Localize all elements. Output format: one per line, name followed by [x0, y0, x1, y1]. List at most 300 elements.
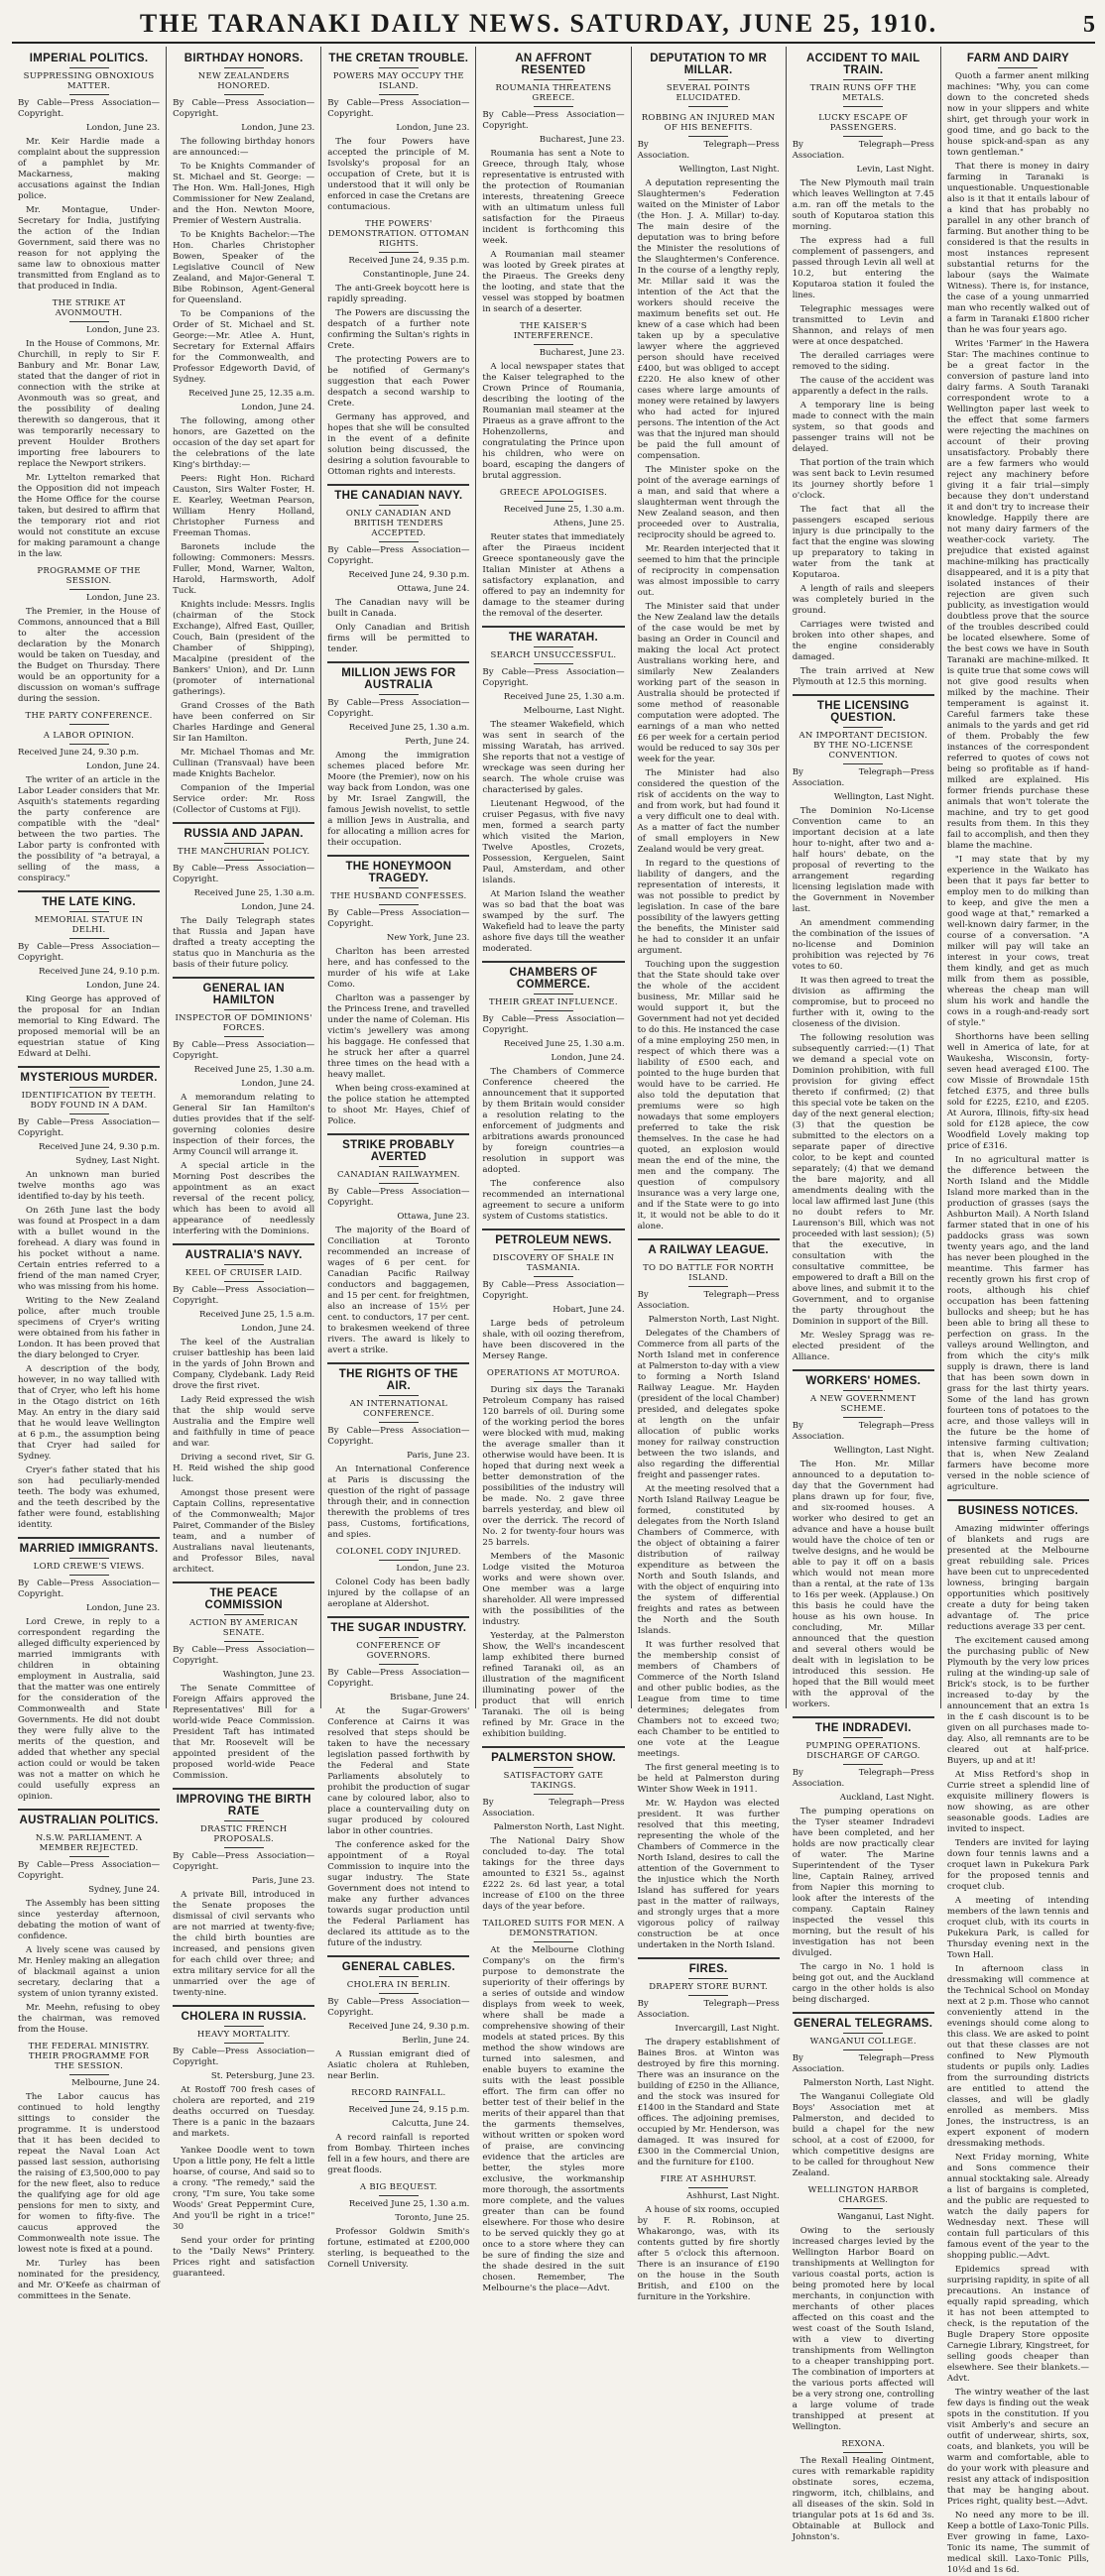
- paragraph: The Dominion No-License Convention came to an important decision at a late hour to-night, after two and a-half hours' debate, on the proposal of reverting to the arrangement regarding licensing legislation made with the Government in November last.: [792, 806, 934, 914]
- article-subheading: PUMPING OPERATIONS. DISCHARGE OF CARGO.: [805, 1741, 921, 1761]
- article: [482, 1229, 624, 1362]
- subheading-rule: [688, 2187, 728, 2188]
- paragraph: To be Knights Bachelor:—The Hon. Charles Christopher Bowen, Speaker of the Legislative Council of New Zealand, and Major-General T. Bibe Robinson, Agent-General for Queensland.: [173, 230, 315, 305]
- paragraph: The cause of the accident was apparently a defect in the rails.: [792, 376, 934, 397]
- subheading-rule: [69, 321, 109, 322]
- subheading-rule: [69, 724, 109, 725]
- subheading-rule: [224, 1641, 264, 1642]
- article-headline: BUSINESS NOTICES.: [957, 1505, 1079, 1517]
- subheading-rule: [843, 136, 883, 137]
- article: [638, 1957, 780, 2168]
- paragraph: Mr. Wesley Spragg was re-elected president of the Alliance.: [792, 1331, 934, 1362]
- headline-rule: [69, 911, 109, 912]
- subheading-rule: [379, 1183, 419, 1184]
- paragraph: Writes 'Farmer' in the Hawera Star: The machines continue to be a great factor in the conversion of pasture land into dairy farms. A South Taranaki correspondent wrote to a Wellington paper last week to the effect that some farmers were rejecting the machines on account of their proving unsatisfactory. Probably there are a few farmers who would reject any machinery before giving it a fair trial—simply because they don't understand it and don't try to increase their knowledge. Happily there are not many dairy farmers of the weather-cock variety. The prejudice that existed against machine-milking has practically disappeared, and it is a pity that isolated instances of their rejection are given such publicity, as investigation would doubtless prove that the source of the troubles described could be located elsewhere. Some of the best cows we have in South Taranaki are machine-milked. It is quite true that some cows will not give good results when milked by the machine. Their temperament is against it. Careful farmers take these animals to the yards and get rid of them. Probably the few instances of the correspondent referred to quotes of cows not being so profitable as if hand-milked are explained. His former friends purchase these animals that won't tolerate the machine, and try to get good results from them. In this they fail to accomplish, and then they blame the machine.: [946, 339, 1089, 851]
- paragraph: Delegates of the Chambers of Commerce from all parts of the North Island met in conference at Palmerston to-day with a view to forming a North Island Railway League. Mr. Hayden (president of the local Chamber) presided, and delegates spoke at length on the unfair allocation of public works money for railway construction between the two islands, and also regarding the differential freight and passenger rates.: [637, 1329, 780, 1480]
- article-subheading: TO DO BATTLE FOR NORTH ISLAND.: [643, 1263, 775, 1283]
- paragraph: Driving a second rivet, Sir G. H. Reid wished the ship good luck.: [173, 1453, 315, 1484]
- headline-rule: [224, 843, 264, 844]
- article-subheading: A BIG BEQUEST.: [359, 2182, 437, 2192]
- column-6: [787, 47, 941, 2542]
- paragraph: Carriages were twisted and broken into other shapes, and the engine considerably damaged.: [792, 620, 934, 662]
- paragraph: On 26th June last the body was found at Prospect in a dam with a bullet wound in the forehead. A diary was found in his pocket without a name. Certain entries referred to a friend of the man named Cryer, who was missing from his home.: [18, 1206, 161, 1292]
- dateline: Wellington, Last Night.: [833, 1446, 934, 1456]
- headline-rule: [998, 1520, 1038, 1521]
- article-divider: [482, 961, 624, 963]
- dateline: Ottawa, June 23.: [397, 1212, 470, 1222]
- dateline: Received June 25, 1.5 a.m.: [199, 1310, 315, 1320]
- dateline: Palmerston North, Last Night.: [493, 1822, 625, 1832]
- paragraph: The Labor caucus has continued to hold lengthy sittings to consider the programme. It is understood that it has been decided to repeat the Naval Loan Act passed last session, authorising the raising of £3,500,000 to pay for the new fleet, also to reduce the qualifying age for old age pensions for men to sixty, and for women to fifty-five. The caucus approved the Commonwealth note issue. The lowest note is fixed at a pound.: [18, 2092, 161, 2255]
- article-headline: GENERAL TELEGRAMS.: [794, 2018, 933, 2030]
- paragraph: Reuter states that immediately after the Piraeus incident Greece spontaneously gave the Italian Minister at Athens a satisfactory explanation, and offered to pay an indemnity for damage to the steamer during the removal of the deserter.: [482, 532, 625, 619]
- headline-rule: [379, 887, 419, 888]
- page-number: 5: [1083, 12, 1095, 38]
- paragraph: The writer of an article in the Labor Leader considers that Mr. Asquith's statements regarding the party conference are compatible with the "deal" between the two parties. The Labor party is confronted with the possibility of "a betrayal, a selling of the mass, a conspiracy.": [18, 775, 161, 883]
- paragraph: To be Companions of the Order of St. Michael and St. George:—Mr. Atlee A. Hunt, Secretary for External Affairs for the Commonwealth, and Professor Edgeworth David, of Sydney.: [173, 309, 315, 385]
- subheading-rule: [379, 904, 419, 905]
- column-1: [12, 47, 167, 2301]
- article: [18, 2042, 160, 2302]
- paragraph: An amendment commending the combination of the issues of no-license and Dominion prohibition was rejected by 76 votes to 60.: [792, 918, 934, 972]
- article-subheading: TRAIN RUNS OFF THE METALS.: [809, 83, 917, 103]
- article-divider: [18, 1809, 160, 1811]
- article-divider: [327, 1955, 469, 1957]
- paragraph: The Minister spoke on the point of the average earnings of a man, and said that where a slaughterman went through the New Zealand season, and then proceeded over to Australia, reciprocity should be agreed to.: [637, 465, 780, 540]
- article-subheading: SEVERAL POINTS ELUCIDATED.: [666, 83, 751, 103]
- headline-rule: [69, 1087, 109, 1088]
- article-divider: [173, 1581, 314, 1583]
- article-subheading: WELLINGTON HARBOR CHARGES.: [807, 2185, 919, 2205]
- headline-rule: [534, 994, 573, 995]
- headline-rule: [843, 2033, 883, 2034]
- dateline: Calcutta, June 24.: [392, 2119, 470, 2129]
- headline-rule: [224, 2026, 264, 2027]
- paragraph: A deputation representing the Slaughtermen's Federation waited on the Minister of Labor (the Hon. J. A. Millar) to-day. The main desire of the deputation was to bring before the Minister the resolutions of the Slaughtermen's Conference. In the course of a lengthy reply, Mr. Millar said it was the intention of the Act that the workers should receive the maximum benefits set out. He knew of a case which had been taken up by a speculative lawyer where the aggrieved person should have received £400, but was obliged to accept £220. He also knew of other cases where large amounts of money were retained by lawyers who had acted for injured persons. The intention of the Act was that the injured man should be paid the full amount of compensation.: [637, 178, 780, 461]
- dateline: Received June 25, 1.30 a.m.: [348, 2199, 470, 2209]
- article: [482, 53, 624, 315]
- dateline: London, June 24.: [86, 981, 161, 991]
- dateline: Wellington, Last Night.: [678, 165, 780, 175]
- article-subheading: THE STRIKE AT AVONMOUTH.: [52, 298, 126, 318]
- article: [173, 53, 314, 816]
- subheading-rule: [534, 1941, 573, 1942]
- headline-rule: [534, 1249, 573, 1250]
- article-subheading: TAILORED SUITS FOR MEN. A DEMONSTRATION.: [482, 1919, 625, 1938]
- article-headline: RUSSIA AND JAPAN.: [184, 828, 304, 840]
- article-subheading: ONLY CANADIAN AND BRITISH TENDERS ACCEPTED.: [345, 509, 451, 538]
- dateline: London, June 23.: [86, 593, 161, 603]
- paragraph: Touching upon the suggestion that the State should take over the whole of the accident business, Mr. Millar said he would support it, but the Government had not yet decided to do this. He instanced the case of a mine employing 250 men, in respect of which there was a liability of £500 each, and pointed to the huge burden that would have to be carried. He also told the deputation that premiums were so high nowadays that some employers preferred to take the risk themselves. In the case he had quoted, an explosion would mean the end of the mine, the men and the company. The question of compulsory insurance was a very large one, and if the State were to go into it, it would not be able to do it alone.: [637, 960, 780, 1231]
- wire-credit: By Telegraph—Press Association.: [792, 2053, 934, 2074]
- paragraph: Epidemics spread with surprising rapidity, in spite of all precautions. An instance of equally rapid spreading, which it has not been attempted to check, is the reputation of the Bugle Drapery Store opposite Carnegie Library, Kingstreet, for selling goods cheaper than elsewhere. See their blankets.—Advt.: [946, 2265, 1089, 2384]
- article-headline: IMPROVING THE BIRTH RATE: [176, 1794, 311, 1817]
- headline-rule: [843, 1390, 883, 1391]
- headline-rule: [688, 79, 728, 80]
- paragraph: A Russian emigrant died of Asiatic cholera at Ruhleben, near Berlin.: [327, 2049, 470, 2081]
- article-divider: [482, 1229, 624, 1230]
- paragraph: It was further resolved that the membership consist of members of Chambers of Commerce of the North Island and other public bodies, as the League from time to time determines; delegates from Chambers not to exceed two; each Chamber to be entitled to one vote at the League meetings.: [637, 1640, 780, 1759]
- article: [793, 694, 934, 1363]
- dateline: Bucharest, June 23.: [539, 135, 625, 145]
- paragraph: Yesterday, at the Palmerston Show, the Well's incandescent lamp exhibited there burned refined Taranaki oil, as an illustration of the magnificent illuminating power of the product that will enrich Taranaki. The oil is being refined by Mr. Grace in the exhibition building.: [482, 1631, 625, 1739]
- paragraph: The following resolution was subsequently carried:—(1) That we demand a special vote on Dominion prohibition, with full provision for giving effect thereto if confirmed; (2) that this special vote be taken on the day of the next general election; (3) that the question be submitted to the electors on a separate paper of directive color, to be kept and counted separately; (4) that we demand the bare majority, and all amendments dealing with the local law affirmed last June (this no doubt refers to Mr. Laurenson's Bill, which was not proceeded with last session); (5) that the executive, in consultation with the consultative committee, be empowered to draft a Bill on the above lines, and submit it to the Government, and to organise the party throughout the Dominion in support of the Bill.: [792, 1033, 934, 1327]
- dateline: Received June 25, 12.35 a.m.: [188, 389, 315, 399]
- dateline: London, June 23.: [396, 1564, 470, 1574]
- article: [18, 1809, 160, 2036]
- wire-credit: By Telegraph—Press Association.: [482, 1798, 625, 1818]
- subheading-rule: [534, 106, 573, 107]
- paragraph: Amazing midwinter offerings of blankets and rugs are presented at the Melbourne great rebuilding sale. Prices have been cut to unprecedented lowness, bringing bargain opportunities which positively create a duty for being taken advantage of. The price reductions average 33 per cent.: [946, 1524, 1089, 1632]
- column-5: [632, 47, 787, 2302]
- paragraph: Telegraphic messages were transmitted to Levin and Shannon, and relays of men were at once despatched.: [792, 304, 934, 347]
- paragraph: The Senate Committee of Foreign Affairs approved the Representatives' Bill for a world-wide Peace Commission. President Taft has intimated that Mr. Roosevelt will be appointed president of the proposed world-wide Peace Commission.: [173, 1684, 315, 1781]
- paragraph: The Canadian navy will be built in Canada.: [327, 598, 470, 619]
- article-headline: AN AFFRONT RESENTED: [515, 53, 592, 76]
- article-divider: [327, 484, 469, 486]
- article: [327, 1362, 469, 1541]
- subheading-rule: [69, 1113, 109, 1114]
- paragraph: Quoth a farmer anent milking machines: "Why, you can come down to the concreted sheds now in your slippers and white shirt, get through your work in good time, and go back to the house spick-and-span as any town gentleman.": [946, 71, 1089, 158]
- article-headline: THE LATE KING.: [42, 896, 136, 908]
- wire-credit: By Telegraph—Press Association.: [637, 140, 780, 161]
- dateline: Received June 24, 9.10 p.m.: [39, 967, 161, 977]
- dateline: Palmerston North, Last Night.: [648, 1315, 780, 1325]
- paragraph: Members of the Masonic Lodge visited the Moturoa works and were shown over. One member was a large shareholder. All were impressed with the possibilities of the industry.: [482, 1552, 625, 1627]
- article-subheading: N.S.W. PARLIAMENT. A MEMBER REJECTED.: [35, 1833, 143, 1853]
- article-headline: MYSTERIOUS MURDER.: [20, 1072, 158, 1084]
- headline-rule: [379, 694, 419, 695]
- article-headline: IMPERIAL POLITICS.: [29, 53, 149, 64]
- article-subheading: THE MANCHURIAN POLICY.: [178, 847, 310, 857]
- subheading-rule: [688, 106, 728, 107]
- wire-credit: By Cable—Press Association—Copyright.: [173, 1645, 315, 1666]
- article-subheading: A LABOR OPINION.: [43, 731, 135, 741]
- wire-credit: By Telegraph—Press Association.: [637, 1290, 780, 1311]
- dateline: Levin, Last Night.: [856, 165, 934, 175]
- paragraph: The wintry weather of the last few days is finding out the weak spots in the constitution. If you visit Amberly's and secure an outfit of underwear, shirts, sox, coats, and blankets, you will be warm and comfortable, able to do your work with pleasure and resist any attack of indisposition that may be hanging about. Prices right, quality best.—Advt.: [946, 2388, 1089, 2507]
- article-subheading: CANADIAN RAILWAYMEN.: [337, 1170, 460, 1180]
- column-3: [321, 47, 476, 2270]
- headline-rule: [224, 1264, 264, 1265]
- article-divider: [173, 1243, 314, 1245]
- article: [173, 2146, 314, 2280]
- paragraph: A house of six rooms, occupied by F. R. Robinson, at Whakarongo, was, with its contents gutted by fire shortly after 5 o'clock this afternoon. There is an insurance of £190 on the house in the South British, and £100 on the furniture in the Yorkshire.: [637, 2205, 780, 2302]
- paragraph: Cryer's father stated that his son had peculiarly-mended teeth. The body was exhumed, and the teeth described by the father were found, establishing identity.: [18, 1465, 161, 1530]
- paragraph: At Rostoff 700 fresh cases of cholera are reported, and 219 deaths occurred on Tuesday. There is a panic in the bazaars and markets.: [173, 2085, 315, 2139]
- article: [18, 890, 160, 1060]
- wire-credit: By Cable—Press Association—Copyright.: [327, 1426, 470, 1447]
- article-subheading: ACTION BY AMERICAN SENATE.: [188, 1618, 299, 1638]
- dateline: Received June 24, 9.30 p.m.: [348, 570, 470, 580]
- article: [793, 2012, 934, 2179]
- dateline: Received June 25, 1.30 a.m.: [503, 692, 625, 702]
- paragraph: An International Conference at Paris is discussing the question of the right of passage through their, and in connection therewith the problems of tres pass, Customs, fortifications, and spies.: [327, 1464, 470, 1540]
- article-subheading: KEEL OF CRUISER LAID.: [184, 1268, 303, 1278]
- dateline: Ottawa, June 24.: [397, 584, 470, 594]
- subheading-rule: [843, 763, 883, 764]
- paragraph: That portion of the train which was sent back to Levin resumed its journey shortly before 1 o'clock.: [792, 458, 934, 501]
- article: [18, 53, 160, 293]
- paragraph: Grand Crosses of the Bath have been conferred on Sir Charles Hardinge and General Sir Ian Hamilton.: [173, 701, 315, 744]
- paragraph: King George has approved of the proposal for an Indian memorial to King Edward. The proposed memorial will be an equestrian statue of King Edward at Delhi.: [18, 995, 161, 1059]
- subheading-rule: [379, 541, 419, 542]
- dateline: Invercargill, Last Night.: [675, 2024, 780, 2034]
- article-subheading: INSPECTOR OF DOMINIONS' FORCES.: [175, 1013, 312, 1033]
- article-headline: DEPUTATION TO MR MILLAR.: [650, 53, 768, 76]
- paragraph: A lively scene was caused by Mr. Henley making an allegation of blackmail against a union secretary, declaring that a system of union tyranny existed.: [18, 1945, 161, 1999]
- article-columns: [12, 47, 1095, 2575]
- paragraph: At the Sugar-Growers' Conference at Cairns it was resolved that steps should be taken to have the necessary legislation passed forthwith by the Federal and State Parliaments absolutely to prohibit the production of sugar cane by coloured labor, also to place a countervailing duty on sugar produced by coloured labor in other countries.: [327, 1706, 470, 1836]
- article: [327, 1616, 469, 1949]
- dateline: Bucharest, June 23.: [539, 348, 625, 358]
- subheading-rule: [379, 94, 419, 95]
- paragraph: The derailed carriages were removed to the siding.: [792, 351, 934, 372]
- headline-rule: [379, 1395, 419, 1396]
- dateline: Received June 25, 1.30 a.m.: [503, 505, 625, 515]
- dateline: Ashhurst, Last Night.: [686, 2191, 780, 2201]
- paragraph: At Marion Island the weather was so bad that the boat was swamped by the surf. The Wakefield had to leave the party ashore five days till the weather moderated.: [482, 889, 625, 954]
- subheading-rule: [688, 136, 728, 137]
- paragraph: Germany has approved, and hopes that she will be consulted in the event of a definite solution being discussed, the desiring a solution favourable to Ottoman rights and interests.: [327, 412, 470, 477]
- article: [638, 113, 780, 1232]
- article-headline: AUSTRALIAN POLITICS.: [19, 1815, 159, 1826]
- paragraph: Yankee Doodle went to town Upon a little pony, He felt a little hoarse, of course, And said so to a crony. "The remedy," said the crony, "I'm sure, You take some Woods' Great Peppermint Cure, And you'll be right in a trice!" 30: [173, 2146, 315, 2232]
- subheading-rule: [843, 2452, 883, 2453]
- article: [18, 298, 160, 560]
- article-headline: THE LICENSING QUESTION.: [816, 700, 910, 724]
- paragraph: Knights include: Messrs. Inglis (chairman of the Stock Exchange), Alfred East, Quiller, Couch, Bain (president of the Chamber of Shipping), Macalpine (president of the Bankers' Union), and Dr. Lunn (promoter of international gatherings).: [173, 600, 315, 697]
- article: [327, 1547, 469, 1610]
- article-subheading: RECORD RAINFALL.: [351, 2088, 446, 2098]
- article-divider: [482, 626, 624, 628]
- article: [18, 566, 160, 705]
- paragraph: Only Canadian and British firms will be permitted to tender.: [327, 623, 470, 654]
- dateline: London, June 23.: [241, 123, 315, 133]
- article: [18, 1537, 160, 1803]
- paragraph: The four Powers have accepted the principle of M. Isvolsky's proposal for an occupation of Crete, but it is understood that it will only be enforced in case the Cretans are contumacious.: [327, 137, 470, 212]
- paragraph: Charlton has been arrested here, and has confessed to the murder of his wife at Lake Como.: [327, 947, 470, 990]
- dateline: St. Petersburg, June 23.: [210, 2071, 315, 2081]
- dateline: Paris, June 23.: [407, 1451, 470, 1461]
- wire-credit: By Cable—Press Association—Copyright.: [173, 2047, 315, 2067]
- paragraph: Amongst those present were Captain Collins, representative of the Commonwealth; Major Pairet, Commander of the Bisley team, and a number of Australians naval lieutenants, and Professor Biles, naval architect.: [173, 1488, 315, 1575]
- article-headline: THE HONEYMOON TRAGEDY.: [345, 861, 452, 884]
- paragraph: Shorthorns have been selling well in America of late, for at Waukesha, Wisconsin, forty-seven head averaged £100. The cow Missie of Browndale 15th fetched £375, and three bulls sold for £225, £210, and £205. At Aurora, Illinois, fifty-six head sold for £128 apiece, the cow Woodfield Lovely making top price of £316.: [946, 1032, 1089, 1151]
- paragraph: An unknown man buried twelve months ago was identified to-day by his teeth.: [18, 1170, 161, 1202]
- paragraph: The Minister said that under the New Zealand law the details of the case would be met by basing an Order in Council and making the local Act protect Australians working here, and similarly New Zealanders working part of the season in Australia should be protected if some method of reasonable computation were adopted. The earnings of a man who netted £6 per week for a certain period would be reduced to say 30s per week for the year.: [637, 602, 780, 764]
- paragraph: Mr. Montague, Under-Secretary for India, justifying the action of the Indian Government, said there was no reason for not applying the same law to obnoxious matter transmitted from England as to that produced in India.: [18, 205, 161, 292]
- paragraph: "I may state that by my experience in the Waikato has been that it pays far better to employ men to do milking than to keep, and give the men a good wage at that," remarked a well-known dairy farmer, in the course of a conversation. "A milker will pay will take an interest in your cows, treat them kindly, and get as much milk from them as possible, whereas the cheap man will slum his work and handle the cows in a rough-and-ready sort of style.": [946, 855, 1089, 1028]
- article: [947, 53, 1089, 1493]
- paragraph: The Chambers of Commerce Conference cheered the announcement that it supported by them Britain would consider a resolution relating to the enforcement of judgments and arbitrations awards pronounced by foreign countries—a resolution in support was adopted.: [482, 1067, 625, 1175]
- headline-rule: [998, 67, 1038, 68]
- paragraph: A local newspaper states that the Kaiser telegraphed to the Crown Prince of Roumania, describing the looting of the Roumanian mail steamer at the Piraeus as a grave affront to the Hohenzollerns, and congratulating the Prince upon his children, who were on board, escaping the dangers of brutal aggression.: [482, 362, 625, 481]
- article: [327, 855, 469, 1127]
- article-headline: ACCIDENT TO MAIL TRAIN.: [806, 53, 921, 76]
- article-divider: [482, 1746, 624, 1748]
- dateline: Berlin, June 24.: [402, 2036, 470, 2046]
- wire-credit: By Cable—Press Association—Copyright.: [173, 1285, 315, 1306]
- article-subheading: IDENTIFICATION BY TEETH. BODY FOUND IN A DAM.: [21, 1091, 157, 1111]
- article-headline: THE PEACE COMMISSION: [204, 1587, 283, 1611]
- paragraph: Send your order for printing to the "Daily News" Printery. Prices right and satisfaction guaranteed.: [173, 2236, 315, 2279]
- paragraph: The Daily Telegraph states that Russia and Japan have drafted a treaty accepting the status quo in Manchuria as the basis of their future policy.: [173, 916, 315, 970]
- subheading-rule: [224, 1847, 264, 1848]
- paragraph: Lord Crewe, in reply to a correspondent regarding the alleged difficulty experienced by married immigrants with children in obtaining employment in Australia, said that the matter was one entirely for the consideration of the Commonwealth and State Governments. He did not doubt they were fully alive to the merits of the question, and added that whether any special action could or would be taken was not a matter on which he could usefully express an opinion.: [18, 1617, 161, 1802]
- article-headline: MARRIED IMMIGRANTS.: [19, 1543, 159, 1555]
- article: [482, 1368, 624, 1740]
- headline-rule: [843, 727, 883, 728]
- headline-rule: [69, 1558, 109, 1559]
- subheading-rule: [534, 1794, 573, 1795]
- article-divider: [173, 2005, 314, 2007]
- dateline: Sydney, June 24.: [88, 1885, 161, 1895]
- dateline: Received June 25, 1.30 a.m.: [193, 1065, 315, 1075]
- paragraph: At Miss Retford's shop in Currie street a splendid line of exquisite millinery flowers is now showing, as are other seasonable goods. Ladies are invited to inspect.: [946, 1770, 1089, 1834]
- article: [173, 1243, 314, 1576]
- paragraph: The excitement caused among the purchasing public of New Plymouth by the very low prices ruling at the winding-up sale of Brick's stock, is to be further increased to-day by the announcement that an extra 1s in the £ cash discount is to be given on all purchases made to-day. Also, all remnants are to be cleared out at half-price. Buyers, up and at it!: [946, 1636, 1089, 1766]
- article-divider: [793, 2012, 934, 2014]
- dateline: Received June 25, 1.30 a.m.: [193, 888, 315, 898]
- paragraph: To be Knights Commander of St. Michael and St. George: — The Hon. Wm. Hall-Jones, High Commissioner for New Zealand, and the Hon. Newton Moore, Premier of Western Australia.: [173, 162, 315, 226]
- headline-rule: [224, 1009, 264, 1010]
- wire-credit: By Cable—Press Association—Copyright.: [327, 545, 470, 566]
- paragraph: The following birthday honors are announced:—: [173, 137, 315, 158]
- paragraph: Mr. Michael Thomas and Mr. Cullinan (Transvaal) have been made Knights Bachelor.: [173, 748, 315, 779]
- paragraph: Next Friday morning, White and Sons commence their annual stocktaking sale. Already a list of bargains is completed, and the public are requested to watch the daily papers for Wednesday next. These will contain full particulars of this famous event of the year to the shopping public.—Advt.: [946, 2153, 1089, 2261]
- dateline: Washington, June 23.: [222, 1670, 315, 1680]
- article: [327, 661, 469, 849]
- paragraph: A length of rails and sleepers was completely buried in the ground.: [792, 584, 934, 616]
- article-subheading: DISCOVERY OF SHALE IN TASMANIA.: [492, 1253, 615, 1273]
- dateline: New York, June 23.: [386, 933, 470, 943]
- subheading-rule: [379, 252, 419, 253]
- wire-credit: By Cable—Press Association—Copyright.: [327, 908, 470, 929]
- article: [793, 2185, 934, 2433]
- wire-credit: Received June 24, 9.30 p.m.: [18, 748, 140, 758]
- article-subheading: CHOLERA IN BERLIN.: [346, 1980, 451, 1990]
- paragraph: The drapery establishment of Baines Bros. at Winton was destroyed by fire this morning. There was an insurance on the building of £250 in the Alliance, and the stock was insured for £1400 in the Standard and State offices. The adjoining premises, occupied by Mr. Henderson, was damaged. It was insured for £300 in the Commercial Union, and the furniture for £100.: [637, 2038, 780, 2167]
- article-subheading: DRAPERY STORE BURNT.: [649, 1982, 769, 1992]
- paragraph: The Minister had also considered the question of the risk of accidents on the way to and from work, but had found it a very difficult one to deal with. As a matter of fact the number of small employers in New Zealand would be very great.: [637, 768, 780, 855]
- subheading-rule: [843, 1764, 883, 1765]
- article-headline: THE CRETAN TROUBLE.: [328, 53, 469, 64]
- subheading-rule: [688, 1286, 728, 1287]
- article-headline: PALMERSTON SHOW.: [491, 1752, 616, 1764]
- column-4: [476, 47, 631, 2293]
- paragraph: The New Plymouth mail train which leaves Wellington at 7.45 a.m. ran off the metals to the south of Koputaroa station this morning.: [792, 178, 934, 232]
- subheading-rule: [69, 744, 109, 745]
- article-headline: STRIKE PROBABLY AVERTED: [342, 1139, 455, 1163]
- paragraph: The majority of the Board of Conciliation at Toronto recommended an increase of wages of 6 per cent. for Canadian Pacific Railway conductors and baggagemen, and 15 per cent. for freightmen, also an increase of 15½ per cent. to conductors, 17 per cent. to brakesmen weekend of three rivers. The award is likely to avert a strike.: [327, 1226, 470, 1355]
- wire-credit: By Cable—Press Association—Copyright.: [327, 698, 470, 719]
- paragraph: The first general meeting is to be held at Palmerston during Winter Show Week in 1911.: [637, 1763, 780, 1795]
- subheading-rule: [224, 1036, 264, 1037]
- subheading-rule: [379, 2101, 419, 2102]
- paragraph: Mr. W. Haydon was elected president. It was further resolved that this meeting, representing the whole of the Chambers of Commerce in the North Island, desires to call the attention of the Government to the injustice which the North Island has suffered for years past in the matter of railways, and strongly urges that a more vigorous policy of railway construction be at once undertaken in the North Island.: [637, 1799, 780, 1950]
- dateline: Palmerston North, Last Night.: [802, 2078, 934, 2088]
- article-headline: CHOLERA IN RUSSIA.: [181, 2011, 307, 2023]
- article-headline: MILLION JEWS FOR AUSTRALIA: [341, 667, 456, 691]
- headline-rule: [534, 1767, 573, 1768]
- article: [793, 1716, 934, 2006]
- subheading-rule: [843, 2208, 883, 2209]
- paragraph: The pumping operations on the Tyser steamer Indradevi have been completed, and her holds are now practically clear of water. The Marine Superintendent of the Tyser line, Captain Rainey, arrived from Napier this morning to look after the interests of the company. Captain Rainey inspected the vessel this morning, but the result of his investigation has not been divulged.: [792, 1807, 934, 1958]
- article-subheading: NEW ZEALANDERS HONORED.: [197, 71, 290, 91]
- dateline: Brisbane, June 24.: [390, 1693, 470, 1702]
- paragraph: Large beds of petroleum shale, with oil oozing therefrom, have been discovered in the Mersey Range.: [482, 1319, 625, 1361]
- paragraph: The following, among other honors, are Gazetted on the occasion of the day set apart for the celebrations of the late King's birthday:—: [173, 416, 315, 470]
- article: [173, 1788, 314, 1999]
- article-divider: [793, 694, 934, 696]
- article: [638, 2174, 780, 2303]
- paragraph: At the Melbourne Clothing Company's on the firm's purpose to demonstrate the superiority of their offerings by a series of outside and window displays from week to week, where shall be made a comprehensive showing of their models at stated prices. By this method the show windows are turned into salesmen, and enable buyers to examine the suits with the least possible effort. The firm can offer no better test of their belief in the merits of their apparel than that the garments themselves, without written or spoken word of praise, are convincing evidence that the articles are better, the styles more exclusive, the workmanship more thorough, the assortments more complete, and the values greater than can be found elsewhere. For those who desire to be served quickly they go at once to a store where they can be sure of finding the size and the shade desired in the suit chosen. Remember, The Melbourne's the place—Advt.: [482, 1945, 625, 2293]
- dateline: Received June 24, 9.30 p.m.: [348, 2022, 470, 2032]
- paragraph: The fact that all the passengers escaped serious injury is due principally to the fact that the engine was slowing up preparatory to taking in water from the tank at Koputaroa.: [792, 505, 934, 580]
- subheading-rule: [69, 1856, 109, 1857]
- article-divider: [327, 855, 469, 857]
- column-7: [941, 47, 1095, 2575]
- wire-credit: By Cable—Press Association—Copyright.: [327, 1997, 470, 2018]
- paragraph: In no agricultural matter is the difference between the North Island and the Middle Island more marked than in the production of grasses (says the Ashburton Mail). A North Island farmer stated that in one of his paddocks grass was sown twenty years ago, and the land has never been ploughed in the meantime. This farmer has recently grown his first crop of roots, although his chief occupation has been fattening bullocks and sheep; but he has been able to bring all these to perfection on grass. In the valleys around Wellington, and from which the city's milk supply is drawn, there is land that has been sown down in grass for the last thirty years. Some of the land has grown fourteen tons of potatoes to the acre, and those valleys will in the future be the home of intensive farming cultivation; that is, when New Zealand farmers have become more versed in the noble science of agriculture.: [946, 1155, 1089, 1492]
- paragraph: Among the immigration schemes placed before Mr. Moore (the Premier), now on his way back from London, was one by Mr. Israel Zangwill, the famous Jewish novelist, to settle a million Jews in Australia, and for allocating a million acres for their occupation.: [327, 751, 470, 848]
- paragraph: Companion of the Imperial Service order: Mr. Ross (Collector of Customs at Fiji).: [173, 783, 315, 815]
- paragraph: The cargo in No. 1 hold is being got out, and the Auckland cargo in the other holds is also being discharged.: [792, 1962, 934, 2005]
- article: [793, 1369, 934, 1710]
- dateline: Sydney, Last Night.: [75, 1156, 161, 1166]
- subheading-rule: [224, 1281, 264, 1282]
- article-subheading: FIRE AT ASHHURST.: [660, 2174, 757, 2184]
- article-headline: WORKERS' HOMES.: [805, 1375, 921, 1387]
- article-divider: [173, 977, 314, 979]
- paragraph: The anti-Greek boycott here is rapidly spreading.: [327, 284, 470, 304]
- masthead: [12, 0, 1095, 44]
- article-subheading: CONFERENCE OF GOVERNORS.: [356, 1641, 441, 1661]
- paragraph: The conference also recommended an international agreement to secure a uniform system of Customs statistics.: [482, 1179, 625, 1222]
- paragraph: Tenders are invited for laying down four tennis lawns and a croquet lawn in Pukekura Park for the proposed tennis and croquet club.: [946, 1838, 1089, 1892]
- newspaper-title: THE TARANAKI DAILY NEWS. SATURDAY, JUNE 25, 1910.: [139, 9, 938, 38]
- wire-credit: By Telegraph—Press Association.: [637, 1999, 780, 2020]
- article: [327, 1133, 469, 1356]
- paragraph: At the meeting resolved that a North Island Railway League be formed, constituted by delegates from the North Island Chambers of Commerce, with the object of obtaining a fairer distribution of railway expenditure as between the North and South Islands, and with the object of enquiring into the system of differential freights and rates as between the North and the South Islands.: [637, 1484, 780, 1636]
- article-headline: GENERAL CABLES.: [341, 1961, 455, 1973]
- paragraph: Colonel Cody has been badly injured by the collapse of an aeroplane at Aldershot.: [327, 1578, 470, 1609]
- paragraph: Owing to the seriously increased charges levied by the Wellington Harbor Board on transhipments at Wellington for various coastal ports, action is being promoted here by local merchants, in conjunction with merchants of other places affected on this coast and the west coast of the South Island, with a view to diverting transhipments from Wellington to a cheaper transhipping port. The combination of importers at the various ports affected will be a very strong one, controlling a large volume of trade transhipped at present at Wellington.: [792, 2226, 934, 2432]
- article: [793, 113, 934, 688]
- wire-credit: By Cable—Press Association—Copyright.: [482, 1014, 625, 1035]
- dateline: Wanganui, Last Night.: [837, 2212, 934, 2222]
- dateline: London, June 24.: [241, 902, 315, 912]
- article-subheading: SATISFACTORY GATE TAKINGS.: [503, 1771, 604, 1791]
- article: [327, 2182, 469, 2271]
- article-divider: [327, 1616, 469, 1618]
- paragraph: The steamer Wakefield, which was sent in search of the missing Waratah, has arrived. She reports that not a vestige of wreckage was seen during her search. The whole cruise was characterised by gales.: [482, 720, 625, 795]
- subheading-rule: [534, 663, 573, 664]
- headline-rule: [534, 646, 573, 647]
- wire-credit: By Telegraph—Press Association.: [792, 1421, 934, 1442]
- article-subheading: GREECE APOLOGISES.: [499, 488, 608, 498]
- paragraph: A memorandum relating to General Sir Ian Hamilton's duties provides that if the self-governing colonies desire inspection of their forces, the Army Council will arrange it.: [173, 1093, 315, 1157]
- column-2: [167, 47, 321, 2279]
- article-divider: [793, 1716, 934, 1718]
- paragraph: The Rexall Healing Ointment, cures with remarkable rapidity obstinate sores, eczema, ringworm, itch, chilblains, and all diseases of the skin. Sold in triangular pots at 1s 6d and 3s. Obtainable at Bullock and Johnston's.: [792, 2456, 934, 2542]
- subheading-rule: [843, 106, 883, 107]
- headline-rule: [224, 67, 264, 68]
- article-subheading: THE FEDERAL MINISTRY. THEIR PROGRAMME FOR THE SESSION.: [28, 2042, 150, 2071]
- article: [327, 2088, 469, 2176]
- article-subheading: AN INTERNATIONAL CONFERENCE.: [349, 1399, 448, 1419]
